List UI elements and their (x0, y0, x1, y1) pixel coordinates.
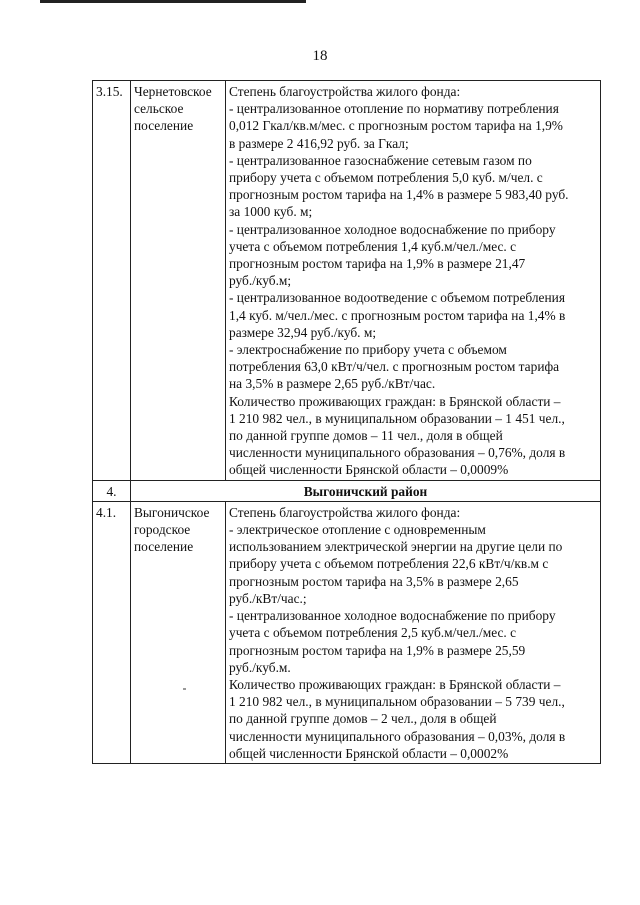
page-number: 18 (312, 48, 328, 64)
description-line: - централизованное холодное водоснабжение по прибору (229, 221, 556, 237)
description-line: численности муниципального образования – 0,76%, доля в (229, 445, 566, 461)
description-line: численности муниципального образования – 0,03%, доля в (229, 728, 566, 744)
table-row (93, 81, 601, 481)
description-line: прогнозным ростом тарифа на 1,9% в размере 25,59 (229, 642, 526, 658)
scan-speck (183, 688, 186, 690)
description-line: 1 210 982 чел., в муниципальном образовании – 5 739 чел., (229, 694, 565, 710)
row-number: 3.15. (93, 81, 131, 481)
description-line: прибору учета с объемом потребления 22,6 кВт/ч/кв.м с (229, 556, 549, 572)
description-line: в размере 2 416,92 руб. за Гкал; (229, 135, 409, 151)
description-line: прибору учета с объемом потребления 5,0 куб. м/чел. с (229, 170, 543, 186)
row-number: 4. (93, 480, 131, 501)
district-heading: Выгоничский район (131, 480, 601, 501)
settlement-description (226, 501, 601, 763)
description-line: размере 32,94 руб./куб. м; (229, 324, 377, 340)
description-line: руб./куб.м; (229, 273, 292, 289)
description-line: 1 210 982 чел., в муниципальном образовании – 1 451 чел., (229, 410, 565, 426)
description-line: прогнозным ростом тарифа на 3,5% в размере 2,65 (229, 573, 519, 589)
description-line: использованием электрической энергии на другие цели по (229, 539, 563, 555)
description-line: прогнозным ростом тарифа на 1,9% в размере 21,47 (229, 256, 526, 272)
description-line: по данной группе домов – 11 чел., доля в общей (229, 428, 503, 444)
table-row (93, 501, 601, 763)
description-line: учета с объемом потребления 1,4 куб.м/чел./мес. с (229, 238, 517, 254)
description-line: за 1000 куб. м; (229, 204, 313, 220)
settlement-name-line: Выгоничское (134, 504, 210, 520)
description-line: - централизованное газоснабжение сетевым газом по (229, 152, 532, 168)
settlement-description (226, 81, 601, 481)
description-line: общей численности Брянской области – 0,0009% (229, 462, 509, 478)
description-line: учета с объемом потребления 2,5 куб.м/чел./мес. с (229, 625, 517, 641)
description-line: - централизованное водоотведение с объемом потребления (229, 290, 565, 306)
description-line: - централизованное отопление по нормативу потребления (229, 101, 559, 117)
description-line: по данной группе домов – 2 чел., доля в общей (229, 711, 497, 727)
description-line: - централизованное холодное водоснабжение по прибору (229, 608, 556, 624)
description-line: общей численности Брянской области – 0,0002% (229, 745, 509, 761)
settlement-name-line: поселение (134, 539, 194, 555)
description-line: руб./кВт/час.; (229, 590, 307, 606)
settlement-name-line: городское (134, 522, 191, 538)
description-line: 0,012 Гкал/кв.м/мес. с прогнозным ростом тарифа на 1,9% (229, 118, 563, 134)
description-line: - электроснабжение по прибору учета с объемом (229, 342, 507, 358)
settlement-name-line: поселение (134, 118, 194, 134)
settlement-name-line: Чернетовское (134, 84, 212, 99)
district-row (93, 480, 601, 501)
description-line: 1,4 куб. м/чел./мес. с прогнозным ростом тарифа на 1,4% в (229, 307, 566, 323)
settlement-name (131, 501, 226, 763)
description-line: - электрическое отопление с одновременным (229, 522, 486, 538)
description-line: Количество проживающих граждан: в Брянской области – (229, 676, 561, 692)
description-line: на 3,5% в размере 2,65 руб./кВт/час. (229, 376, 436, 392)
settlement-name (131, 81, 226, 481)
description-line: Количество проживающих граждан: в Брянской области – (229, 393, 561, 409)
settlement-name-line: сельское (134, 101, 184, 117)
description-line: прогнозным ростом тарифа на 1,4% в размере 5 983,40 руб. (229, 187, 569, 203)
row-number: 4.1. (93, 501, 131, 763)
header-rule (40, 0, 306, 3)
settlements-table (92, 80, 601, 764)
description-line: руб./куб.м. (229, 659, 291, 675)
description-line: Степень благоустройства жилого фонда: (229, 504, 461, 520)
description-line: Степень благоустройства жилого фонда: (229, 84, 461, 99)
description-line: потребления 63,0 кВт/ч/чел. с прогнозным ростом тарифа (229, 359, 560, 375)
